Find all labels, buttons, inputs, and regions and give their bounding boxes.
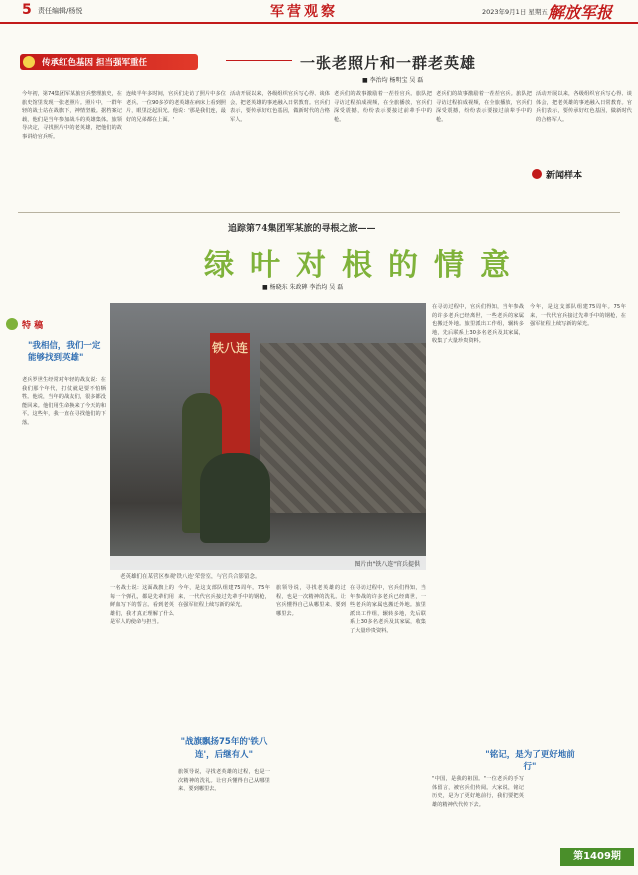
article1-col1: 今年初，第74集团军某旅官兵整理旅史，在旅史馆里发现一张老照片。照片中，一群年轻的战士站在战旗下，神情坚毅。据档案记载，他们是当年参加战斗的英雄集体。旅领导决定，寻找照片中的老英雄，把他们的故事讲给官兵听。 [22,91,122,140]
mural-relief [260,343,426,513]
main-photo [110,303,426,570]
article1-col5: 老兵们的故事激励着一茬茬官兵。旅队把寻访过程拍成视频，在全旅播放，官兵们深受震撼，纷纷表示要接过前辈手中的枪。 [436,91,532,123]
article2-colD2: 旅领导说，寻找老英雄的过程，也是一次精神的洗礼。让官兵懂得自己从哪里来、要到哪里去。 [178,769,270,793]
article1-col4: 老兵们的故事激励着一茬茬官兵。旅队把寻访过程拍成视频，在全旅播放，官兵们深受震撼，纷纷表示要接过前辈手中的枪。 [334,91,432,123]
article1-col6: 活动开展以来，各级组织官兵写心得、谈体会，把老英雄的事迹融入日常教育。官兵们表示，要传承好红色基因，做新时代的合格军人。 [536,91,632,123]
article2-colF-top: 今年，是这支部队组建75周年。75年来，一代代官兵接过先辈手中的钢枪，在强军征程上续写新的荣光。 [530,304,626,328]
news-sample-label: 新闻样本 [546,168,582,181]
newspaper-logo: 解放军报 [548,3,613,22]
theme-band-label: 传承红色基因 担当强军重任 [42,58,147,68]
article2-colD: 今年，是这支部队组建75周年。75年来，一代代官兵接过先辈手中的钢枪，在强军征程上续写新的荣光。 [178,585,270,609]
article2-colB: 在寻访过程中，官兵们得知，当年参战的许多老兵已经离世，一些老兵的家属也搬迁外地。旅里派出工作组，辗转多地，先后联系上30多名老兵及其家属，收集了大量珍贵资料。 [432,304,524,345]
theme-band [20,54,198,70]
photo-caption: 老英雄们在某营区参观'铁八连'荣誉室，与官兵合影留念。 [120,574,261,580]
veteran-in-wheelchair [200,453,270,543]
article1-byline: ■ 李治均 杨明宝 吴 磊 [362,77,424,84]
red-sign: 铁八连 [210,333,250,463]
photo-credit-strip: 图片由"铁八连"官兵提供 [110,556,426,570]
article1-col2: 连续半年多时间，官兵们走访了照片中多位老兵。一位90多岁的老英雄在病床上看到照片，眼里泛起泪光。他说：'那是我们连，最好的兄弟都在上面。' [126,91,226,123]
article2-colE2: 在寻访过程中，官兵们得知，当年参战的许多老兵已经离世，一些老兵的家属也搬迁外地。旅里派出工作组，辗转多地，先后联系上30多名老兵及其家属，收集了大量珍贵资料。 [350,585,426,634]
article2-kicker: 追踪第74集团军某旅的寻根之旅—— [228,224,376,234]
article2-byline: ■ 杨晓东 朱政碑 李治均 吴 磊 [262,284,344,291]
star-icon [23,56,35,68]
article2-title: 绿叶对根的情意 [204,248,526,283]
article2-colC: 一名战士说：这面战旗上的每一个弹孔，都是先辈们用鲜血写下的誓言。看到老英雄们，我才真正理解了什么是军人的使命与担当。 [110,585,174,626]
subhead-3: "铭记，是为了更好地前行" [485,750,575,772]
section-divider [18,212,620,213]
page-number: 5 [22,2,32,18]
section-editor: 责任编辑/杨悦 [38,7,83,15]
article1-col3: 活动开展以来，各级组织官兵写心得、谈体会，把老英雄的事迹融入日常教育。官兵们表示，要传承好红色基因，做新时代的合格军人。 [230,91,330,123]
subhead-1: "我相信，我们一定能够找到英雄" [28,341,101,363]
article2-colE: 旅领导说，寻找老英雄的过程，也是一次精神的洗礼。让官兵懂得自己从哪里来、要到哪里去。 [276,585,346,617]
column-title: 军营观察 [270,4,338,20]
feature-label: 特 稿 [22,318,43,331]
article2-colA: 老兵罗世生经常对年轻的战友说：在我们那个年代，打仗就是要不怕牺牲。他说，当年的战友们，很多都没能回来。他们用生命换来了今天的和平。这些年，我一直在寻找他们的下落。 [22,377,106,426]
issue-number: 第1409期 [560,848,634,866]
page-header [0,0,638,24]
issue-date: 2023年9月1日 星期五 [482,8,548,16]
article2-colF: "中国，是我的祖国。"一位老兵的手写体留言，被官兵们传阅。大家说，铭记历史，是为了更好地前行，我们要把英雄的精神代代传下去。 [432,776,524,808]
article1-title: 一张老照片和一群老英雄 [300,54,477,72]
subhead-2: "战旗飘扬75年的'铁八连'，后继有人" [180,737,268,760]
